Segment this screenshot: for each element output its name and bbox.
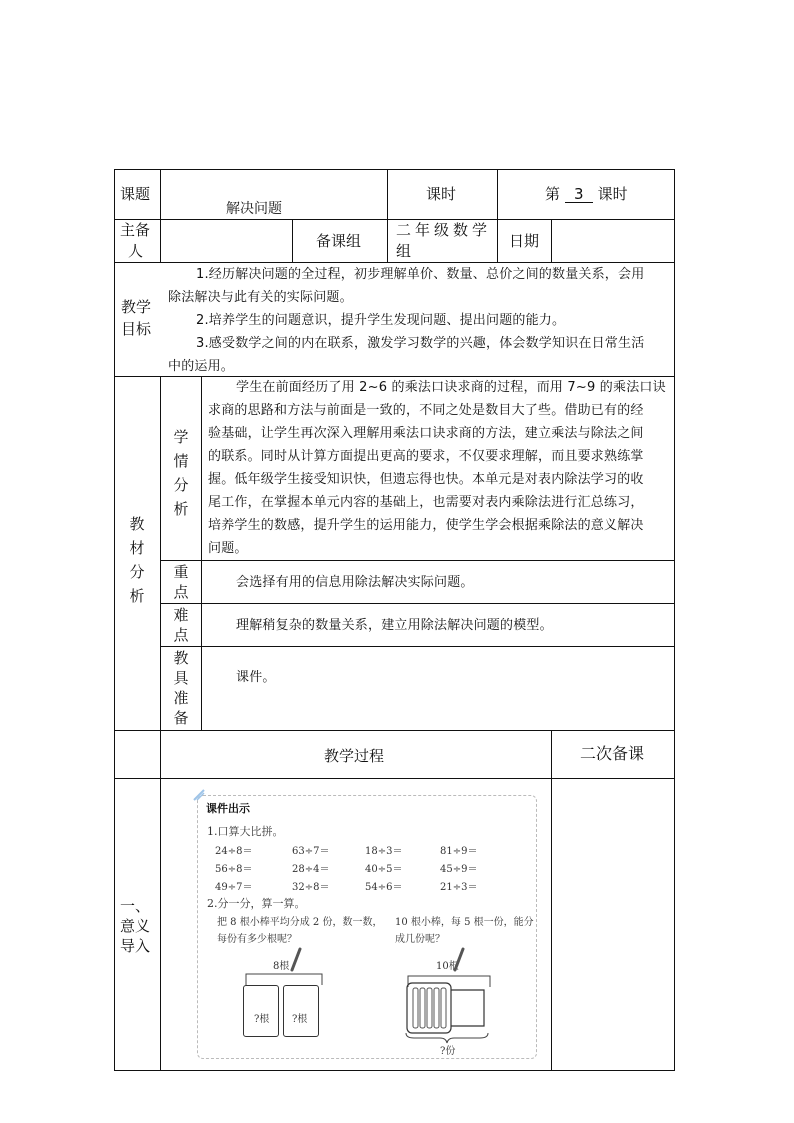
student-line-1: 学生在前面经历了用 2~6 的乘法口诀求商的过程，而用 7~9 的乘法口诀 (236, 380, 666, 395)
goal-line-2: 除法解决与此有关的实际问题。 (168, 290, 353, 305)
preparer-label-2: 人 (128, 242, 144, 260)
second-prep-header: 二次备课 (580, 744, 645, 763)
period-value (545, 185, 628, 203)
left-count-label: 8根 (273, 961, 290, 972)
stick-bundle-icon (406, 982, 486, 1034)
analysis-char-2: 材 (129, 539, 145, 557)
tools-text: 课件。 (236, 670, 276, 685)
student-line-8: 问题。 (208, 541, 248, 556)
left-box-2-label: ?根 (292, 1014, 308, 1025)
key-text: 会选择有用的信息用除法解决实际问题。 (236, 575, 474, 590)
period-label: 课时 (426, 185, 457, 203)
group-label: 备课组 (316, 232, 362, 250)
student-char-4: 析 (173, 500, 189, 518)
parts-label: ?份 (440, 1046, 456, 1057)
difficulty-text: 理解稍复杂的数量关系，建立用除法解决问题的模型。 (236, 618, 553, 633)
question-1: 1.口算大比拼。 (207, 825, 284, 838)
step-label-1: 一、 (120, 897, 151, 915)
left-problem-line-2: 每份有多少根呢？ (217, 934, 297, 945)
step-label-2: 意义 (120, 917, 151, 935)
student-char-3: 分 (173, 476, 189, 494)
student-char-1: 学 (173, 428, 189, 446)
analysis-char-3: 分 (129, 563, 145, 581)
exercise-r1c3: 18÷3＝ (365, 846, 403, 857)
exercise-r2c3: 40÷5＝ (365, 864, 403, 875)
left-bracket-icon (244, 970, 324, 986)
goal-line-3: 2.培养学生的问题意识，提升学生发现问题、提出问题的能力。 (196, 313, 566, 328)
goal-line-5: 中的运用。 (168, 359, 235, 374)
courseware-title-text: 课件出示 (206, 802, 250, 815)
topic-label: 课题 (120, 185, 151, 203)
process-header: 教学过程 (324, 747, 385, 765)
exercise-r3c2: 32÷8＝ (292, 882, 330, 893)
right-problem-line-1: 10 根小棒，每 5 根一份，能分 (395, 917, 534, 928)
preparer-label-1: 主备 (120, 221, 151, 239)
key-char-1: 重 (173, 563, 189, 581)
student-char-2: 情 (173, 452, 189, 470)
exercise-r2c2: 28÷4＝ (292, 864, 330, 875)
analysis-char-4: 析 (129, 587, 145, 605)
goal-line-4: 3.感受数学之间的内在联系，激发学习数学的兴趣，体会数学知识在日常生活 (196, 336, 645, 351)
topic-value: 解决问题 (226, 201, 282, 217)
corner-decoration-icon (192, 788, 206, 802)
group-value-2: 组 (396, 242, 412, 260)
right-problem-line-2: 成几份呢？ (395, 934, 445, 945)
left-problem-line-1: 把 8 根小棒平均分成 2 份，数一数， (217, 917, 383, 928)
group-value-1: 二年级数学 (396, 221, 492, 239)
student-line-5: 握。低年级学生接受知识快，但遗忘得也快。本单元是对表内除法学习的收 (208, 472, 644, 487)
student-line-3: 验基础，让学生再次深入理解用乘法口诀求商的方法，建立乘法与除法之间 (208, 426, 644, 441)
period-suffix: 课时 (597, 185, 628, 203)
exercise-r3c1: 49÷7＝ (215, 882, 253, 893)
student-line-7: 培养学生的数感，提升学生的运用能力，使学生学会根据乘除法的意义解决 (208, 518, 644, 533)
key-char-2: 点 (173, 583, 189, 601)
student-line-6: 尾工作，在掌握本单元内容的基础上，也需要对表内乘除法进行汇总练习， (208, 495, 644, 510)
goal-line-1: 1.经历解决问题的全过程，初步理解单价、数量、总价之间的数量关系，会用 (196, 267, 645, 282)
question-2: 2.分一分，算一算。 (207, 897, 306, 910)
goals-label-1: 教学 (121, 298, 152, 316)
left-box-1-label: ?根 (254, 1014, 270, 1025)
exercise-r2c4: 45÷9＝ (440, 864, 478, 875)
student-line-4: 的联系。同时从计算方面提出更高的要求，不仅要求理解，而且要求熟练掌 (208, 449, 644, 464)
date-label: 日期 (509, 232, 540, 250)
exercise-r1c2: 63÷7＝ (292, 846, 330, 857)
goals-label-2: 目标 (121, 320, 152, 338)
courseware-title (203, 797, 253, 816)
exercise-r3c3: 54÷6＝ (365, 882, 403, 893)
tools-char-4: 备 (173, 709, 189, 727)
difficulty-char-2: 点 (173, 626, 189, 644)
exercise-r2c1: 56÷8＝ (215, 864, 253, 875)
tools-char-3: 准 (173, 689, 189, 707)
student-line-2: 求商的思路和方法与前面是一致的，不同之处是数目大了些。借助已有的经 (208, 403, 644, 418)
tools-char-2: 具 (173, 669, 189, 687)
step-label-3: 导入 (120, 937, 151, 955)
tools-char-1: 教 (173, 649, 189, 667)
analysis-char-1: 教 (129, 515, 145, 533)
difficulty-char-1: 难 (173, 606, 189, 624)
right-count-label: 10根 (436, 961, 459, 972)
exercise-r1c1: 24÷8＝ (215, 846, 253, 857)
right-stick-icon (452, 946, 466, 972)
exercise-r3c4: 21÷3＝ (440, 882, 478, 893)
period-prefix: 第 (545, 185, 561, 203)
exercise-r1c4: 81÷9＝ (440, 846, 478, 857)
left-stick-icon (289, 946, 303, 972)
period-number: 3 (565, 186, 593, 203)
